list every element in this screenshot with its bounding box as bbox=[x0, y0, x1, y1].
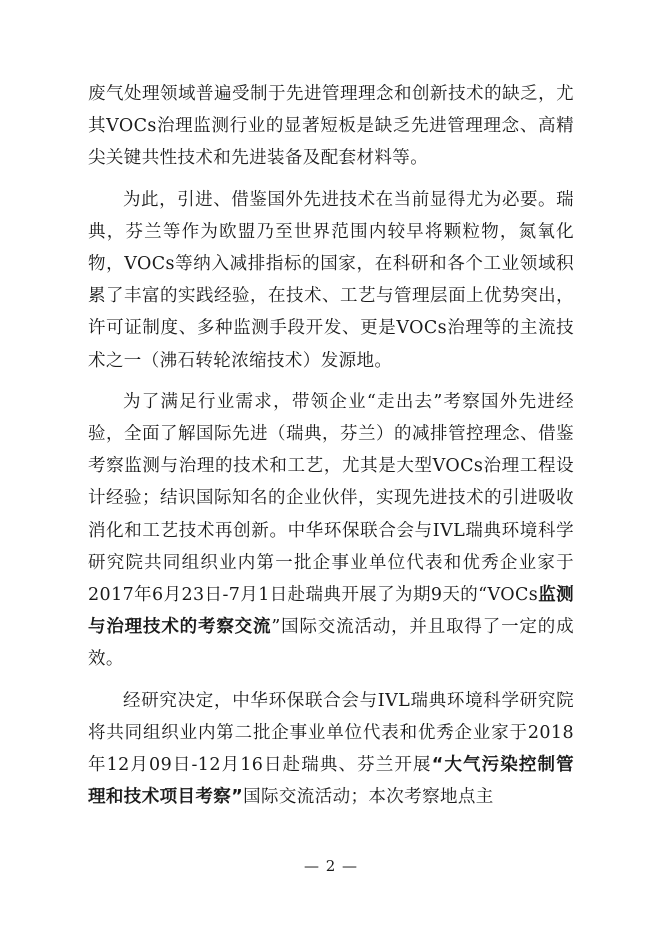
paragraph-2-text: 为此，引进、借鉴国外先进技术在当前显得尤为必要。瑞典，芬兰等作为欧盟乃至世界范围内较早将颗粒物，氮氧化物，VOCs等纳入减排指标的国家，在科研和各个工业领域积累了丰富的实践经验，在技术、工艺与管理层面上优势突出，许可证制度、多种监测手段开发、更是VOCs治理等的主流技术之一（沸石转轮浓缩技术）发源地。 bbox=[88, 189, 574, 371]
page-number: — 2 — bbox=[303, 857, 359, 875]
paragraph-4-text-a: 经研究决定，中华环保联合会与IVL瑞典环境科学研究院将共同组织业内第二批企事业单位代表和优秀企业家于2018年12月09日-12月16日赴瑞典、芬兰开展 bbox=[88, 690, 574, 776]
paragraph-3-bold-phrase: 监测与治理技术的考察交流 bbox=[88, 585, 574, 638]
paragraph-1-text: 废气处理领域普遍受制于先进管理理念和创新技术的缺乏，尤其VOCs治理监测行业的显著短板是缺乏先进管理理念、高精尖关键共性技术和先进装备及配套材料等。 bbox=[88, 84, 574, 169]
paragraph-4-bold-phrase: “大气污染控制管理和技术项目考察” bbox=[88, 755, 574, 808]
paragraph-1 bbox=[88, 78, 574, 175]
paragraph-4-text-b: 国际交流活动；本次考察地点主 bbox=[243, 787, 494, 808]
paragraph-3 bbox=[88, 386, 574, 676]
paragraph-4 bbox=[88, 685, 574, 814]
paragraph-2 bbox=[88, 184, 574, 377]
paragraph-3-text-a: 为了满足行业需求，带领企业“走出去”考察国外先进经验，全面了解国际先进（瑞典，芬兰）的减排管控理念、借鉴考察监测与治理的技术和工艺，尤其是大型VOCs治理工程设计经验；结识国际知名的企业伙伴，实现先进技术的引进吸收消化和工艺技术再创新。中华环保联合会与IVL瑞典环境科学研究院共同组织业内第一批企事业单位代表和优秀企业家于2017年6月23日-7月1日赴瑞典开展了为期9天的“VOCs bbox=[88, 391, 574, 606]
paragraph-3-text-b: ”国际交流活动，并且取得了一定的成效。 bbox=[88, 617, 574, 670]
body-text bbox=[88, 78, 574, 822]
